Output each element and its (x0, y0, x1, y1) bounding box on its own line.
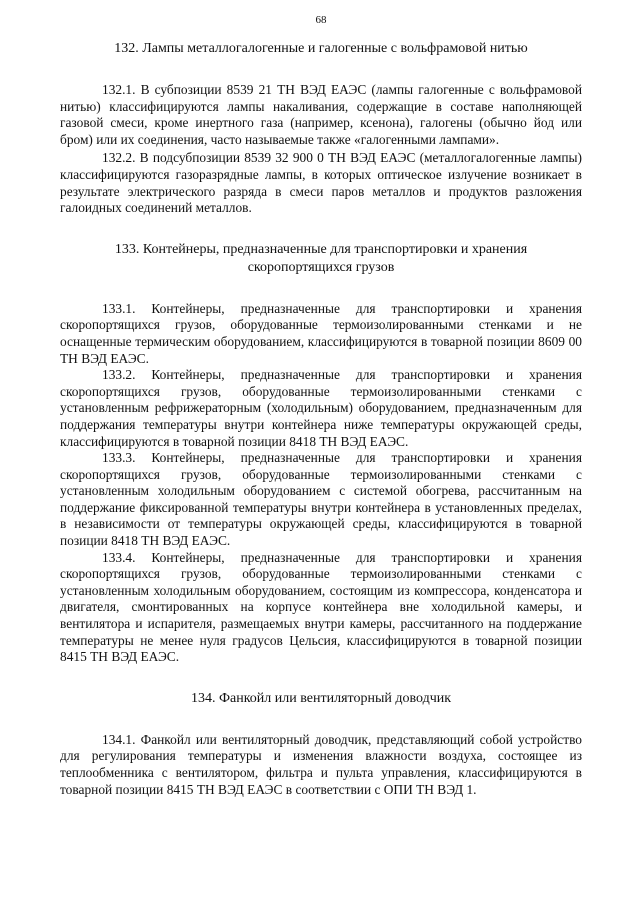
paragraph-132-2: 132.2. В подсубпозиции 8539 32 900 0 ТН ВЭД ЕАЭС (металлогалогенные лампы) классифицируются газоразрядные лампы, в которых оптическое излучение возникает в результате электрического разряда в смеси паров металлов и продуктов разложения галоидных соединений металлов. (60, 150, 582, 216)
page-number: 68 (315, 14, 327, 26)
section-heading-134: 134. Фанкойл или вентиляторный доводчик (190, 690, 452, 706)
paragraph-133-1: 133.1. Контейнеры, предназначенные для транспортировки и хранения скоропортящихся грузов, оборудованные термоизолированными стенками и не оснащенные термическим оборудованием, классифицируются в товарной позиции 8609 00 ТН ВЭД ЕАЭС. (60, 300, 582, 366)
section-heading-132: 132. Лампы металлогалогенные и галогенные с вольфрамовой нитью (114, 41, 528, 56)
paragraph-132-1: 132.1. В субпозиции 8539 21 ТН ВЭД ЕАЭС (лампы галогенные с вольфрамовой нитью) классифицируются лампы накаливания, содержащие в составе наполняющей газовой смеси, кроме инертного газа (например, ксенона), галогены (обычно йод или бром) или их соединения, часто называемые также «галогенными лампами». (60, 82, 582, 147)
section-heading-133: 133. Контейнеры, предназначенные для транспортировки и хранения скоропортящихся грузов (114, 241, 528, 275)
paragraph-133-4: 133.4. Контейнеры, предназначенные для транспортировки и хранения скоропортящихся грузов, оборудованные термоизолированными стенками с установленным холодильным оборудованием, состоящим из компрессора, конденсатора и двигателя, смонтированных на корпусе контейнера вне холодильной камеры, и вентилятора и испарителя, размещаемых внутри камеры, рассчитанного на поддержание температуры не менее нуля градусов Цельсия, классифицируются в товарной позиции 8415 ТН ВЭД ЕАЭС. (60, 549, 582, 665)
paragraph-134-1: 134.1. Фанкойл или вентиляторный доводчик, представляющий собой устройство для регулирования температуры и изменения влажности воздуха, состоящее из теплообменника с вентилятором, фильтра и пульта управления, классифицируются в товарной позиции 8415 ТН ВЭД ЕАЭС в соответствии с ОПИ ТН ВЭД 1. (60, 731, 582, 797)
paragraph-133-3: 133.3. Контейнеры, предназначенные для транспортировки и хранения скоропортящихся грузов, оборудованные термоизолированными стенками с установленным холодильным оборудованием с системой обогрева, рассчитанным на поддержание фиксированной температуры внутри контейнера в установленных пределах, в независимости от температуры окружающей среды, классифицируются в товарной позиции 8418 ТН ВЭД ЕАЭС. (60, 450, 582, 549)
paragraph-133-2: 133.2. Контейнеры, предназначенные для транспортировки и хранения скоропортящихся грузов, оборудованные термоизолированными стенками с установленным рефрижераторным (холодильным) оборудованием, предназначенным для поддержания температуры внутри контейнера ниже температуры окружающей среды, классифицируются в товарной позиции 8418 ТН ВЭД ЕАЭС. (60, 367, 582, 449)
